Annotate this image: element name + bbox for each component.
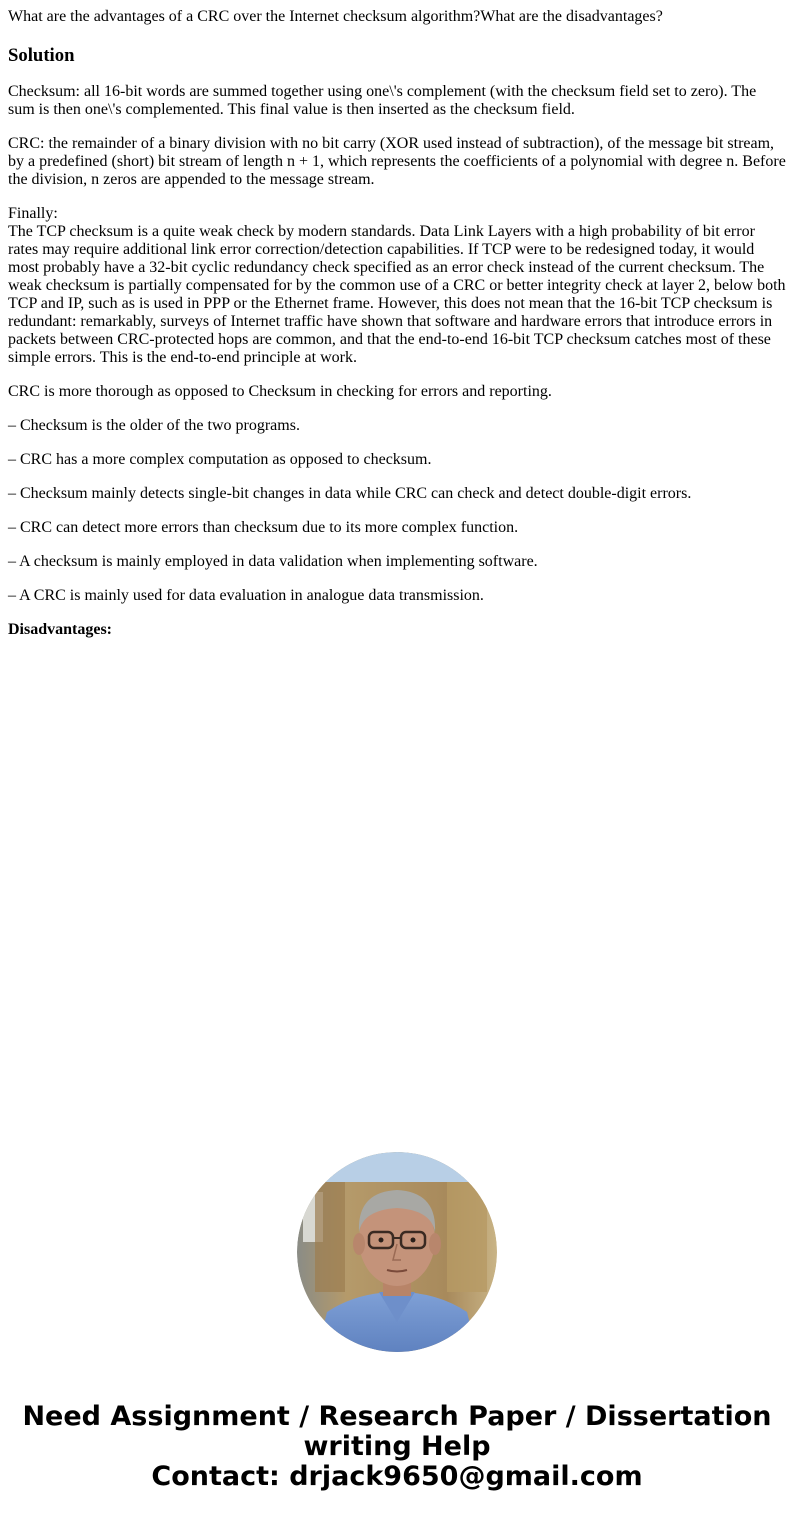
promo-section xyxy=(0,1152,794,1492)
promo-line-2: writing Help xyxy=(303,1431,491,1462)
finally-body: The TCP checksum is a quite weak check by modern standards. Data Link Layers with a high probability of bit error rates may require additional link error correction/detection capabilities. If TCP were to be redesigned today, it would most probably have a 32-bit cyclic redundancy check specified as an error check instead of the current checksum. The weak checksum is partially compensated for by the common use of a CRC or better integrity check at layer 2, below both TCP and IP, such as is used in PPP or the Ethernet frame. However, this does not mean that the 16-bit TCP checksum is redundant: remarkably, surveys of Internet traffic have shown that software and hardware errors that introduce errors in packets between CRC-protected hops are common, and that the end-to-end 16-bit TCP checksum catches most of these simple errors. This is the end-to-end principle at work. xyxy=(8,223,786,366)
disadvantages-label: Disadvantages: xyxy=(8,621,113,638)
crc-paragraph: CRC: the remainder of a binary division with no bit carry (XOR used instead of subtraction), of the message bit stream, by a predefined (short) bit stream of length n + 1, which represents the coefficients of a polynomial with degree n. Before the division, n zeros are appended to the message stream. xyxy=(8,135,786,188)
finally-section xyxy=(8,205,786,367)
promo-contact: Contact: drjack9650@gmail.com xyxy=(151,1461,643,1492)
crc-thorough-paragraph: CRC is more thorough as opposed to Checksum in checking for errors and reporting. xyxy=(8,383,552,400)
point-item: – Checksum is the older of the two programs. xyxy=(8,417,300,434)
avatar-portrait-image xyxy=(297,1152,497,1352)
point-item: – CRC can detect more errors than checksum due to its more complex function. xyxy=(8,519,519,536)
avatar xyxy=(297,1152,497,1352)
promo-line-1: Need Assignment / Research Paper / Dissertation xyxy=(22,1401,772,1432)
point-item: – A CRC is mainly used for data evaluation in analogue data transmission. xyxy=(8,587,484,604)
point-item: – Checksum mainly detects single-bit changes in data while CRC can check and detect double-digit errors. xyxy=(8,485,692,502)
checksum-paragraph: Checksum: all 16-bit words are summed together using one\'s complement (with the checksum field set to zero). The sum is then one\'s complemented. This final value is then inserted as the checksum field. xyxy=(8,83,757,118)
finally-label: Finally: xyxy=(8,205,58,222)
question-text: What are the advantages of a CRC over the Internet checksum algorithm?What are the disadvantages? xyxy=(8,8,663,25)
document-body xyxy=(8,8,786,639)
point-item: – CRC has a more complex computation as opposed to checksum. xyxy=(8,451,432,468)
promo-text xyxy=(0,1402,794,1492)
solution-heading: Solution xyxy=(8,45,75,66)
point-item: – A checksum is mainly employed in data validation when implementing software. xyxy=(8,553,538,570)
